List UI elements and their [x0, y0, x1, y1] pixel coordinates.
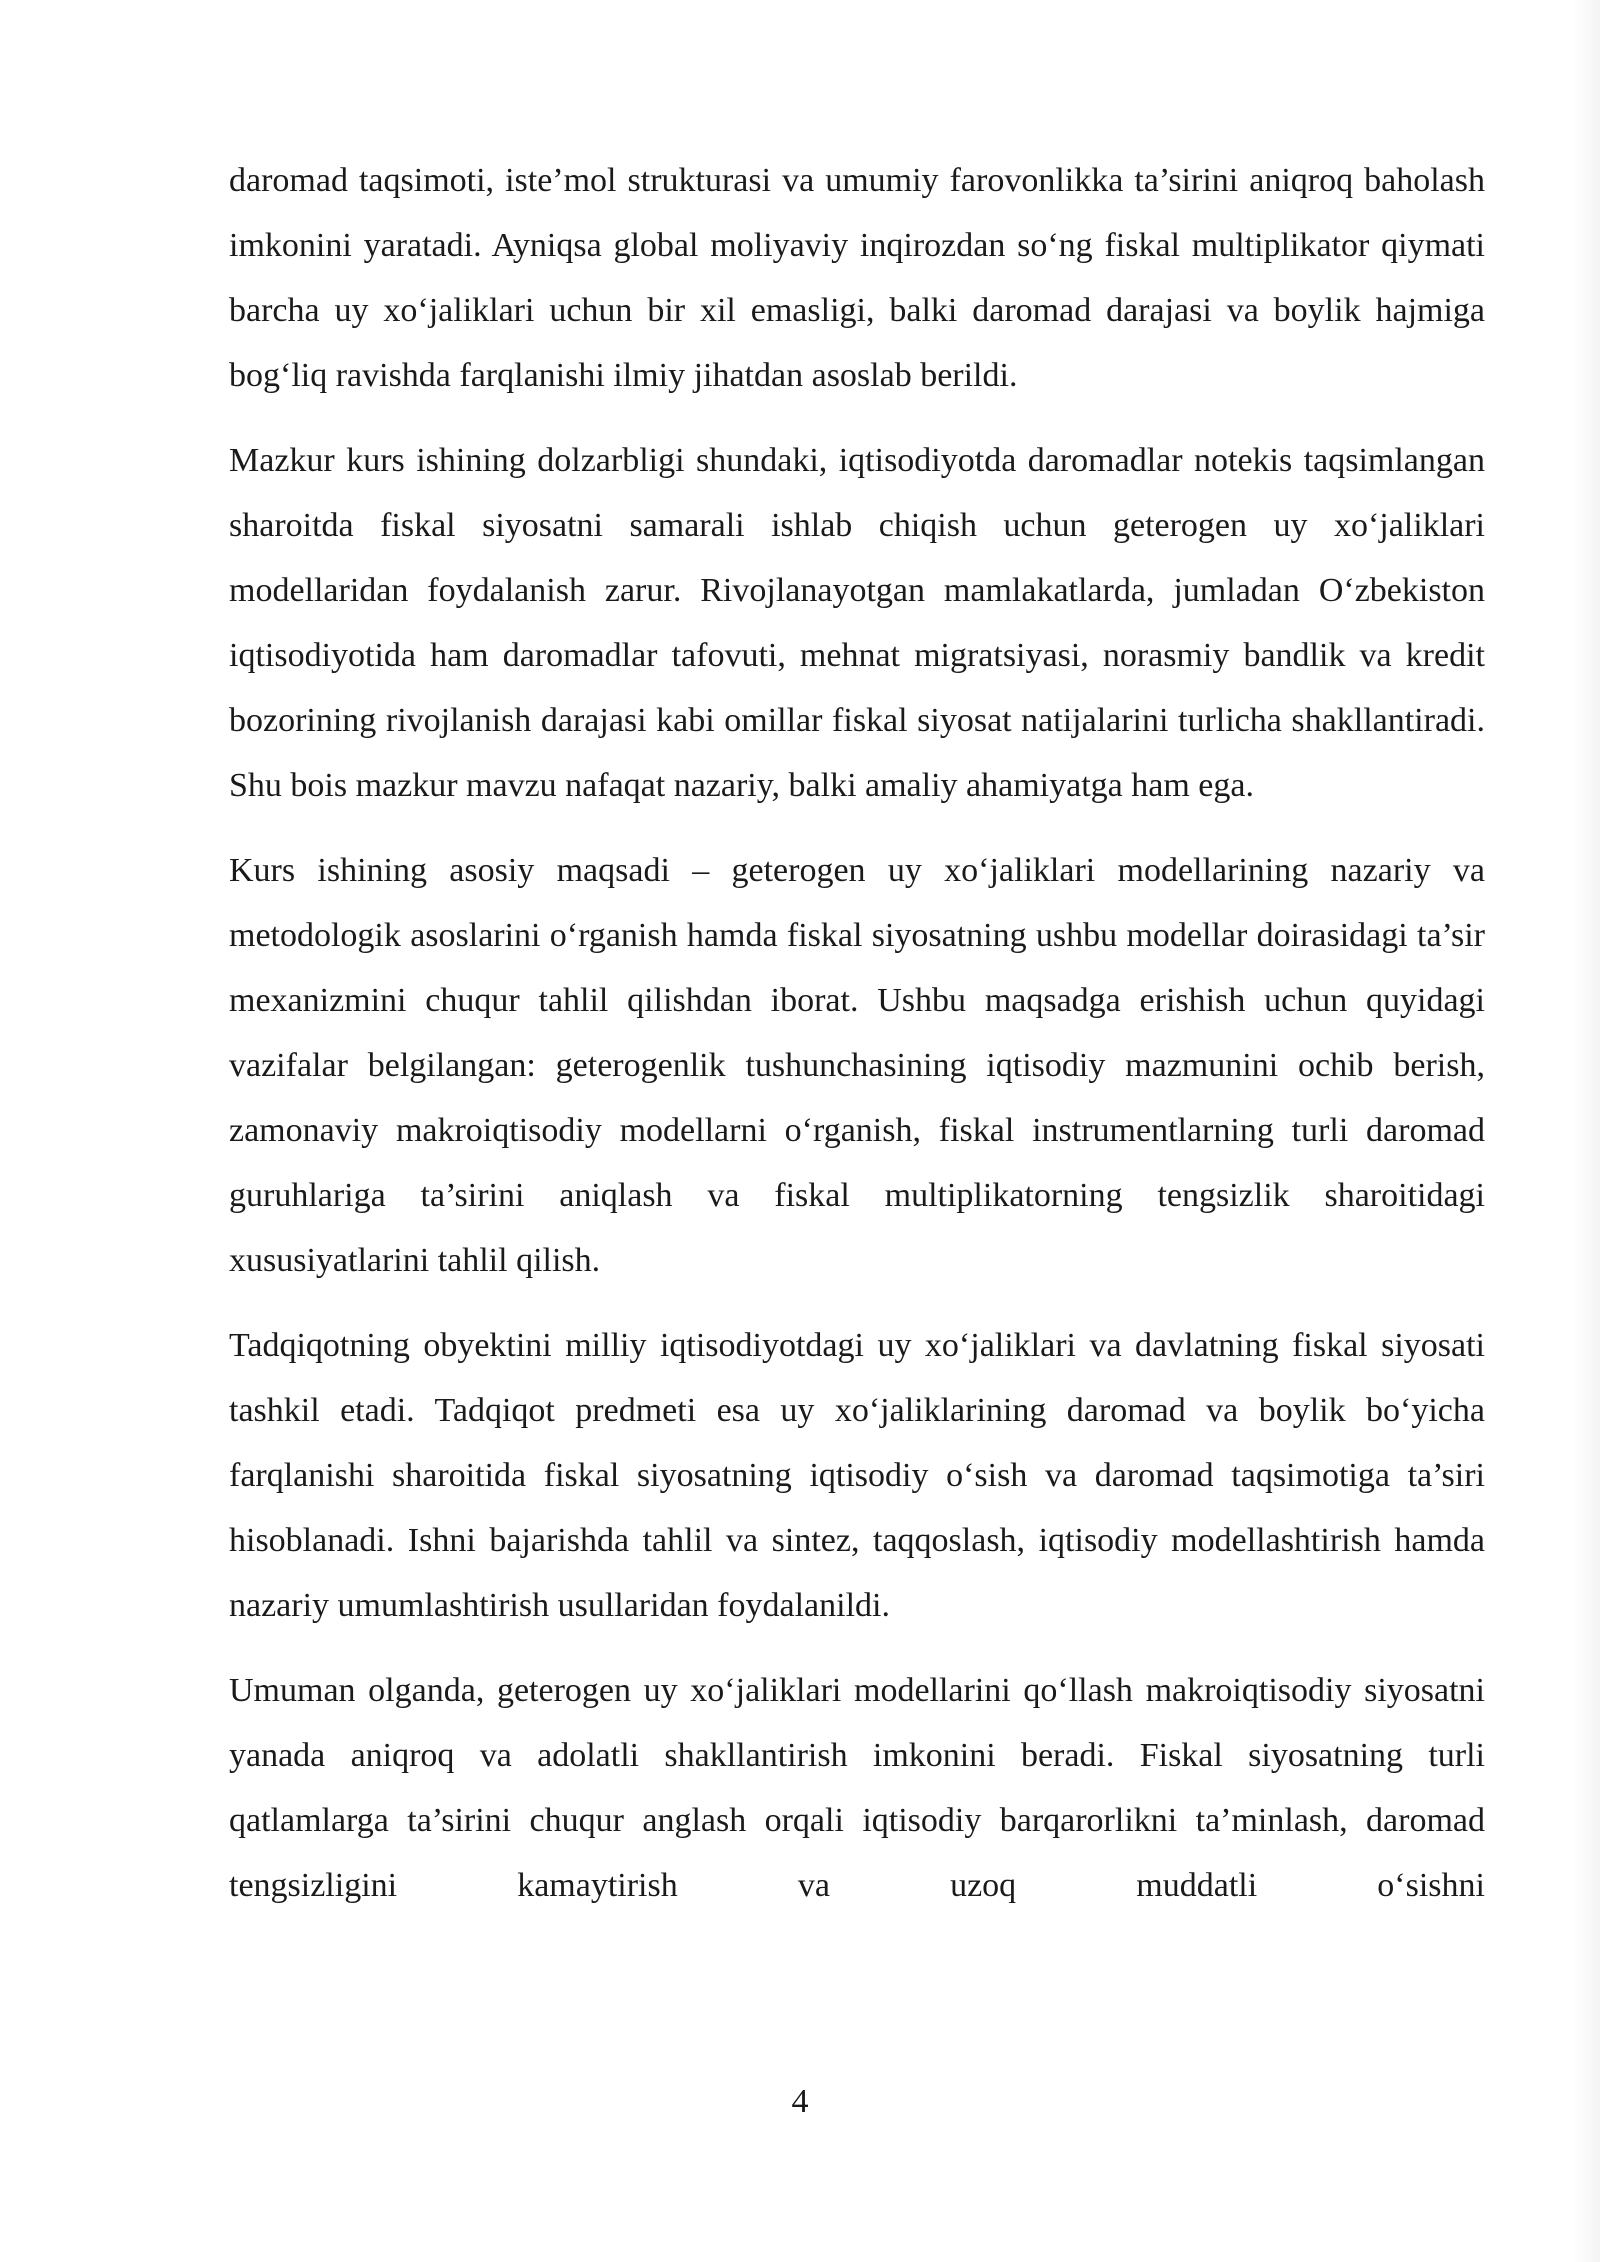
paragraph-2: Mazkur kurs ishining dolzarbligi shundaki, iqtisodiyotda daromadlar notekis taqsimlangan sharoitda fiskal siyosatni samarali ishlab chiqish uchun geterogen uy xo‘jaliklari modellaridan foydalanish zarur. Rivojlanayotgan mamlakatlarda, jumladan O‘zbekiston iqtisodiyotida ham daromadlar tafovuti, mehnat migratsiyasi, norasmiy bandlik va kredit bozorining rivojlanish darajasi kabi omillar fiskal siyosat natijalarini turlicha shakllantiradi. Shu bois mazkur mavzu nafaqat nazariy, balki amaliy ahamiyatga ham ega. — [229, 442, 1485, 804]
paragraph-4: Tadqiqotning obyektini milliy iqtisodiyotdagi uy xo‘jaliklari va davlatning fiskal siyosati tashkil etadi. Tadqiqot predmeti esa uy xo‘jaliklarining daromad va boylik bo‘yicha farqlanishi sharoitida fiskal siyosatning iqtisodiy o‘sish va daromad taqsimotiga ta’siri hisoblanadi. Ishni bajarishda tahlil va sintez, taqqoslash, iqtisodiy modellashtirish hamda nazariy umumlashtirish usullaridan foydalanildi. — [229, 1327, 1485, 1624]
paragraph-1: daromad taqsimoti, iste’mol strukturasi va umumiy farovonlikka ta’sirini aniqroq baholash imkonini yaratadi. Ayniqsa global moliyaviy inqirozdan so‘ng fiskal multiplikator qiymati barcha uy xo‘jaliklari uchun bir xil emasligi, balki daromad darajasi va boylik hajmiga bog‘liq ravishda farqlanishi ilmiy jihatdan asoslab berildi. — [229, 162, 1485, 394]
paragraph-3: Kurs ishining asosiy maqsadi – geterogen uy xo‘jaliklari modellarining nazariy va metodologik asoslarini o‘rganish hamda fiskal siyosatning ushbu modellar doirasidagi ta’sir mexanizmini chuqur tahlil qilishdan iborat. Ushbu maqsadga erishish uchun quyidagi vazifalar belgilangan: geterogenlik tushunchasining iqtisodiy mazmunini ochib berish, zamonaviy makroiqtisodiy modellarni o‘rganish, fiskal instrumentlarning turli daromad guruhlariga ta’sirini aniqlash va fiskal multiplikatorning tengsizlik sharoitidagi xususiyatlarini tahlil qilish. — [229, 852, 1485, 1279]
paragraph-5: Umuman olganda, geterogen uy xo‘jaliklari modellarini qo‘llash makroiqtisodiy siyosatni yanada aniqroq va adolatli shakllantirish imkonini beradi. Fiskal siyosatning turli qatlamlarga ta’sirini chuqur anglash orqali iqtisodiy barqarorlikni ta’minlash, daromad tengsizligini kamaytirish va uzoq muddatli o‘sishni — [229, 1672, 1485, 1904]
page-number: 4 — [791, 2083, 809, 2120]
document-body — [229, 148, 1485, 1938]
page-edge-shadow — [1572, 0, 1600, 2262]
